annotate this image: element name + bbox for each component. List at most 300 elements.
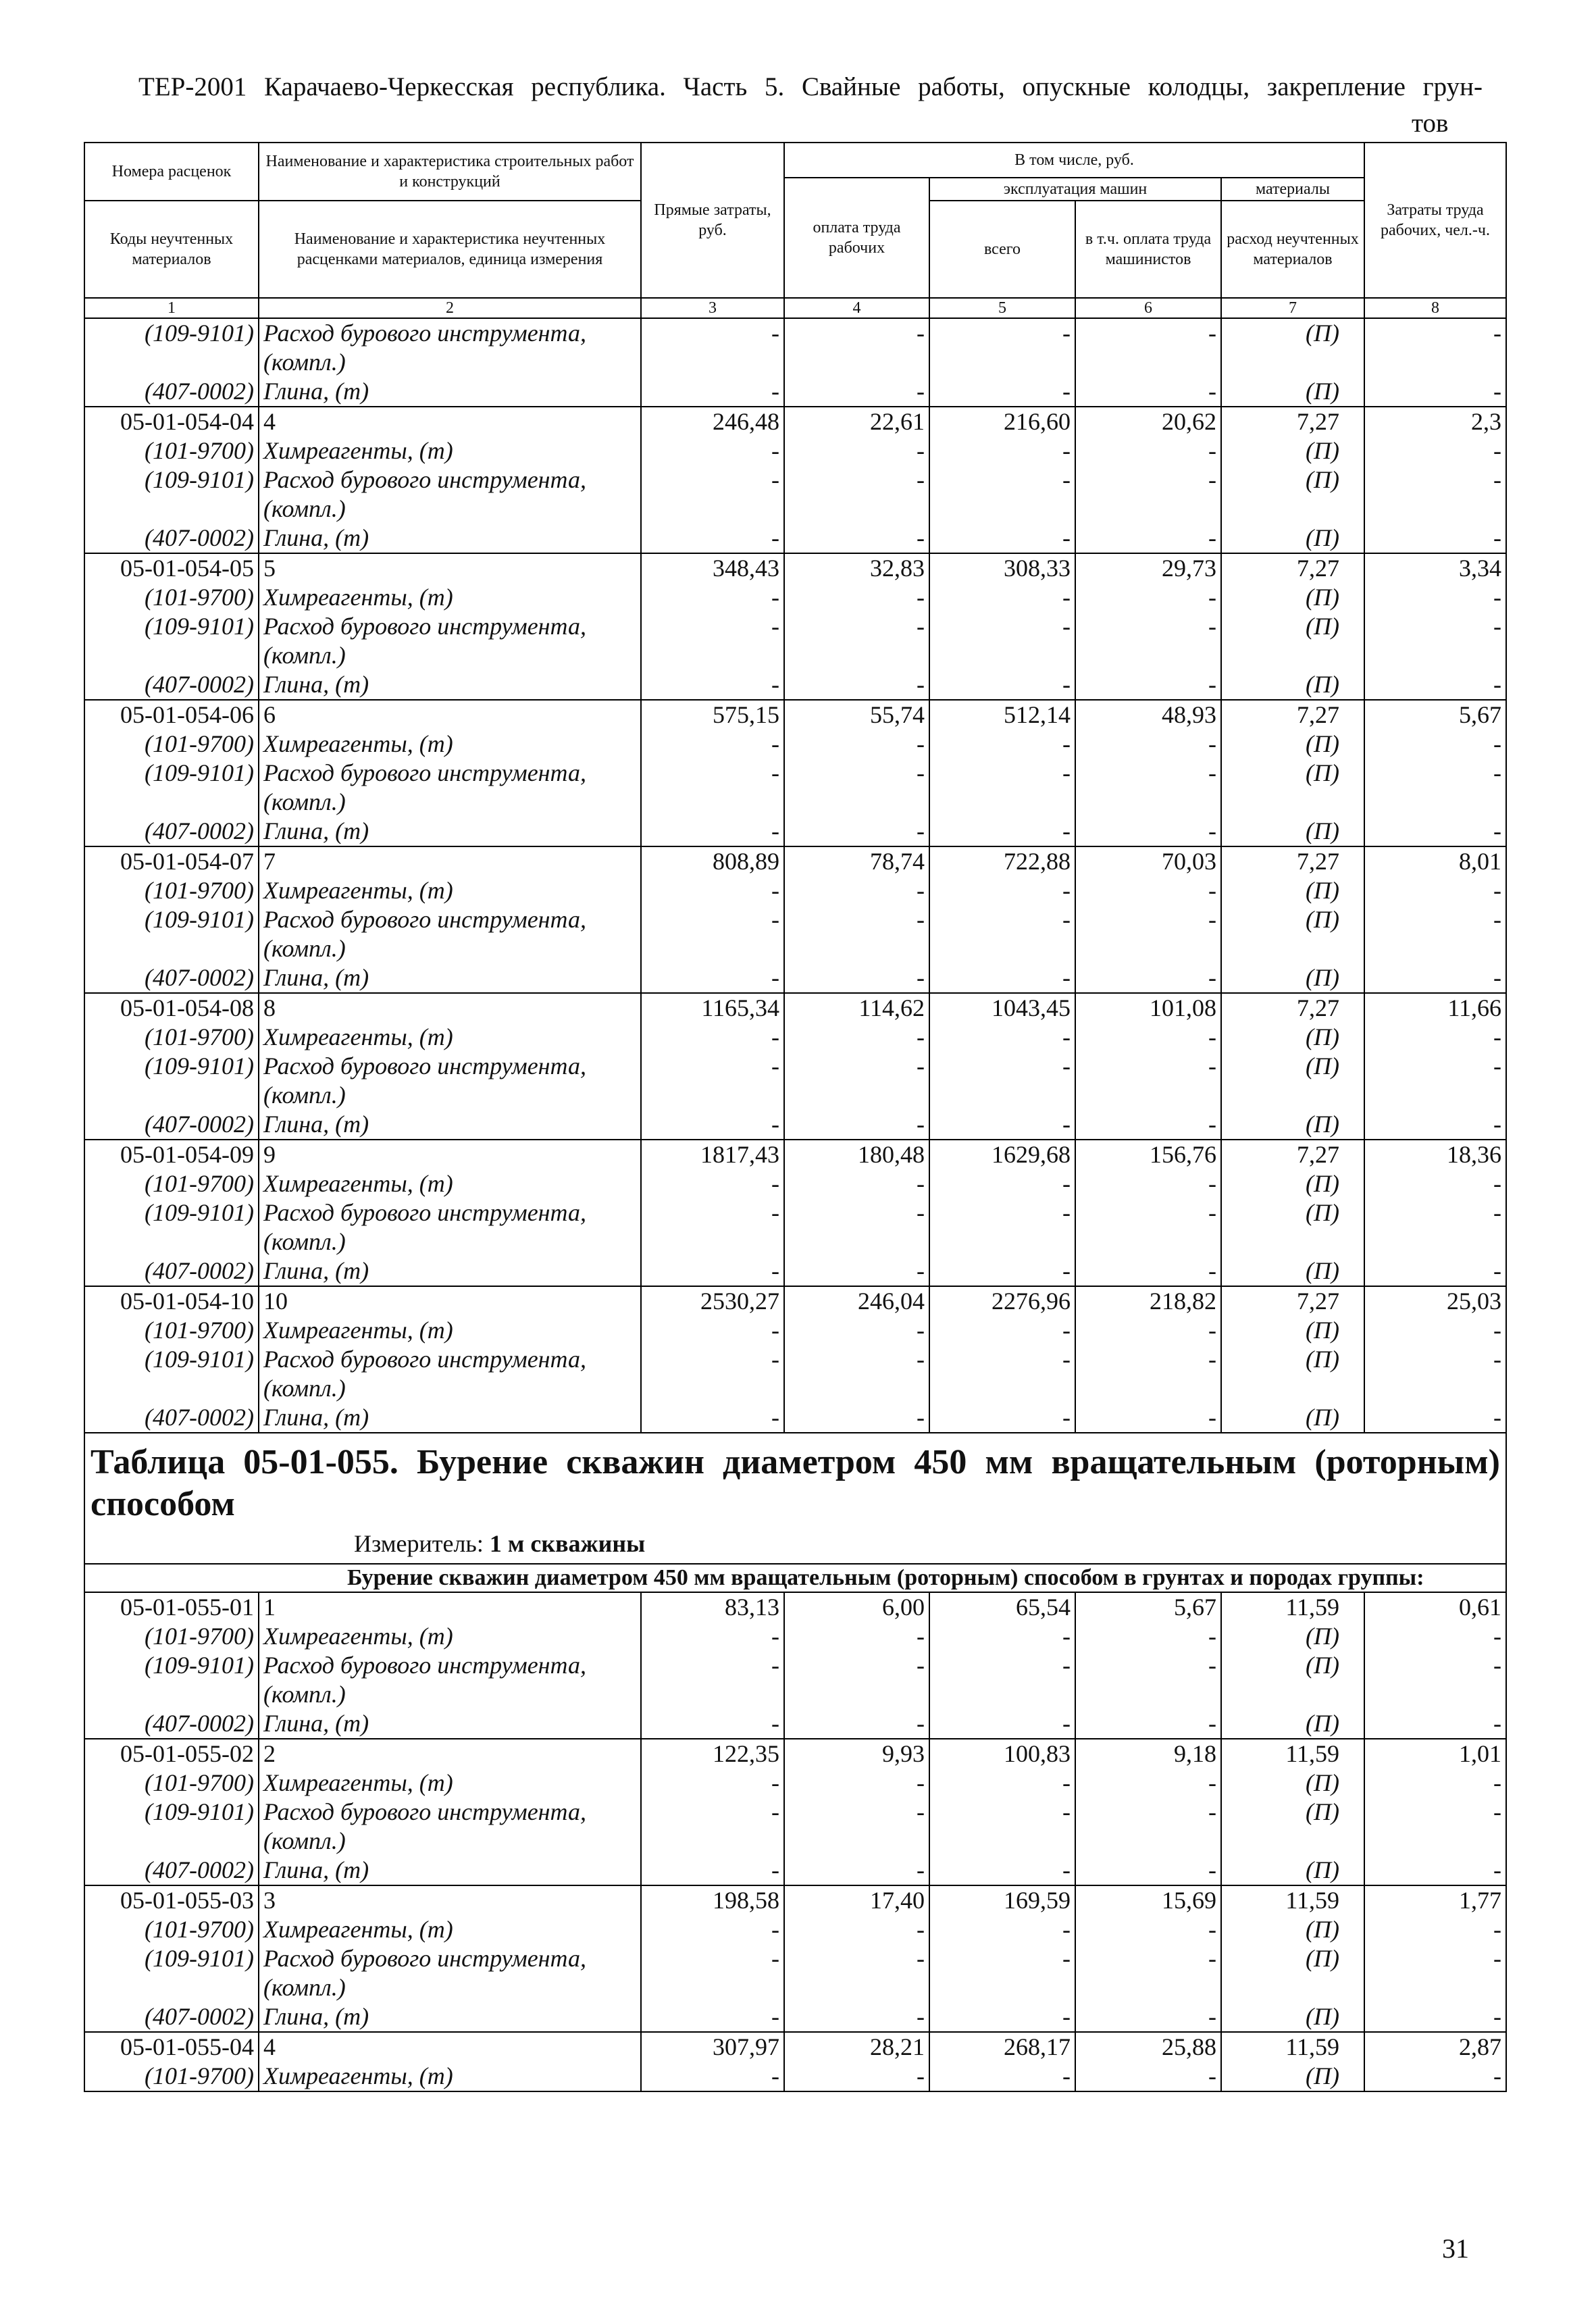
value-cell: - — [929, 612, 1075, 641]
work-name: Расход бурового инструмента, — [259, 465, 641, 494]
value-cell: - — [1075, 524, 1221, 553]
value-cell: (П) — [1221, 905, 1364, 934]
value-cell: - — [784, 377, 929, 407]
value-cell — [1364, 1680, 1506, 1709]
column-number: 5 — [929, 298, 1075, 318]
value-cell: - — [1364, 1798, 1506, 1827]
value-cell: 114,62 — [784, 993, 929, 1023]
value-cell: - — [1364, 2062, 1506, 2091]
value-cell — [641, 1374, 784, 1403]
work-name: Химреагенты, (т) — [259, 583, 641, 612]
work-name: Химреагенты, (т) — [259, 1622, 641, 1651]
value-cell — [1364, 348, 1506, 377]
value-cell: (П) — [1221, 759, 1364, 788]
work-name: 7 — [259, 846, 641, 876]
material-row — [84, 1973, 1506, 2002]
material-row — [84, 1198, 1506, 1227]
rate-code: 05-01-054-08 — [84, 993, 259, 1023]
value-cell: - — [929, 2002, 1075, 2032]
value-cell: (П) — [1221, 1198, 1364, 1227]
value-cell: - — [1075, 1256, 1221, 1286]
rate-code — [84, 1973, 259, 2002]
work-name: Химреагенты, (т) — [259, 2062, 641, 2091]
value-cell: - — [1075, 1110, 1221, 1140]
value-cell: - — [1075, 1651, 1221, 1680]
value-cell: 11,59 — [1221, 2032, 1364, 2062]
work-name: Глина, (т) — [259, 1403, 641, 1433]
material-row — [84, 1023, 1506, 1052]
rate-code: (407-0002) — [84, 963, 259, 993]
value-cell: - — [1075, 1198, 1221, 1227]
work-name: Глина, (т) — [259, 2002, 641, 2032]
value-cell: - — [929, 1256, 1075, 1286]
work-name: (компл.) — [259, 788, 641, 817]
value-cell: 7,27 — [1221, 407, 1364, 436]
value-cell: 1629,68 — [929, 1140, 1075, 1169]
value-cell — [1364, 1827, 1506, 1856]
value-cell: (П) — [1221, 1256, 1364, 1286]
work-name: 2 — [259, 1739, 641, 1769]
value-cell: - — [784, 465, 929, 494]
material-row — [84, 1256, 1506, 1286]
material-row — [84, 1403, 1506, 1433]
work-name: (компл.) — [259, 641, 641, 670]
value-cell: - — [929, 963, 1075, 993]
value-cell: - — [1075, 670, 1221, 700]
value-cell: (П) — [1221, 1110, 1364, 1140]
value-cell: - — [1075, 318, 1221, 348]
value-cell: - — [1075, 1622, 1221, 1651]
material-row — [84, 583, 1506, 612]
value-cell — [1364, 1227, 1506, 1256]
value-cell: 1165,34 — [641, 993, 784, 1023]
work-name: Расход бурового инструмента, — [259, 759, 641, 788]
value-cell: 169,59 — [929, 1885, 1075, 1915]
value-cell: 25,03 — [1364, 1286, 1506, 1316]
work-name: Глина, (т) — [259, 524, 641, 553]
value-cell: - — [929, 1403, 1075, 1433]
value-cell: - — [1075, 583, 1221, 612]
value-cell — [641, 348, 784, 377]
material-row — [84, 2002, 1506, 2032]
column-number: 1 — [84, 298, 259, 318]
material-row — [84, 876, 1506, 905]
value-cell — [784, 934, 929, 963]
value-cell — [929, 1973, 1075, 2002]
rate-code: 05-01-054-05 — [84, 553, 259, 583]
rate-code — [84, 641, 259, 670]
value-cell: - — [1364, 759, 1506, 788]
value-cell: 8,01 — [1364, 846, 1506, 876]
work-name: Глина, (т) — [259, 1256, 641, 1286]
material-row — [84, 612, 1506, 641]
value-cell: 29,73 — [1075, 553, 1221, 583]
value-cell: 7,27 — [1221, 1286, 1364, 1316]
value-cell: - — [784, 963, 929, 993]
value-cell — [1075, 1081, 1221, 1110]
rate-code — [84, 1827, 259, 1856]
value-cell: - — [1075, 1769, 1221, 1798]
value-cell — [1075, 1680, 1221, 1709]
value-cell: - — [1075, 612, 1221, 641]
measurement-unit — [91, 1528, 1500, 1559]
value-cell: - — [641, 436, 784, 465]
value-cell: - — [641, 583, 784, 612]
rate-code — [84, 1374, 259, 1403]
rate-code: (407-0002) — [84, 1856, 259, 1885]
value-cell — [929, 641, 1075, 670]
material-row — [84, 494, 1506, 524]
value-cell: (П) — [1221, 1023, 1364, 1052]
work-name: 6 — [259, 700, 641, 730]
rate-code: (109-9101) — [84, 1798, 259, 1827]
value-cell: 348,43 — [641, 553, 784, 583]
header-materials: материалы — [1221, 178, 1364, 201]
header-work-name: Наименование и характеристика строительных работ и конструкций — [259, 143, 641, 201]
value-cell: 22,61 — [784, 407, 929, 436]
value-cell: - — [1364, 1198, 1506, 1227]
value-cell: 5,67 — [1364, 700, 1506, 730]
material-row — [84, 963, 1506, 993]
value-cell: - — [641, 612, 784, 641]
value-cell: - — [641, 1944, 784, 1973]
material-row — [84, 348, 1506, 377]
rate-row — [84, 1885, 1506, 1915]
value-cell: 11,59 — [1221, 1739, 1364, 1769]
value-cell: - — [641, 963, 784, 993]
rate-code: (101-9700) — [84, 730, 259, 759]
value-cell: 55,74 — [784, 700, 929, 730]
table-title-row — [84, 1433, 1506, 1564]
work-name: 4 — [259, 2032, 641, 2062]
value-cell: - — [1364, 963, 1506, 993]
value-cell: 1817,43 — [641, 1140, 784, 1169]
value-cell: 2,87 — [1364, 2032, 1506, 2062]
value-cell: - — [929, 583, 1075, 612]
value-cell: 100,83 — [929, 1739, 1075, 1769]
value-cell: - — [1364, 905, 1506, 934]
rate-code: (101-9700) — [84, 1915, 259, 1944]
value-cell: 15,69 — [1075, 1885, 1221, 1915]
value-cell — [1364, 934, 1506, 963]
column-numbers-row — [84, 298, 1506, 318]
material-row — [84, 1709, 1506, 1739]
value-cell: 246,48 — [641, 407, 784, 436]
work-name: Расход бурового инструмента, — [259, 905, 641, 934]
value-cell: - — [1075, 1944, 1221, 1973]
work-name: (компл.) — [259, 1374, 641, 1403]
rate-code: (407-0002) — [84, 1403, 259, 1433]
value-cell: 2,3 — [1364, 407, 1506, 436]
rate-code: (407-0002) — [84, 2002, 259, 2032]
table-subtitle-row — [84, 1564, 1506, 1592]
value-cell: - — [784, 1769, 929, 1798]
value-cell: 32,83 — [784, 553, 929, 583]
rate-code: (109-9101) — [84, 1198, 259, 1227]
value-cell: - — [1075, 2002, 1221, 2032]
page-number: 31 — [1442, 2233, 1469, 2264]
value-cell: - — [1075, 876, 1221, 905]
value-cell — [784, 788, 929, 817]
value-cell — [784, 1827, 929, 1856]
work-name: (компл.) — [259, 1081, 641, 1110]
work-name: Расход бурового инструмента, — [259, 1052, 641, 1081]
value-cell: - — [1364, 1709, 1506, 1739]
rate-code: (101-9700) — [84, 2062, 259, 2091]
material-row — [84, 1651, 1506, 1680]
value-cell: 1,01 — [1364, 1739, 1506, 1769]
work-name: 9 — [259, 1140, 641, 1169]
material-row — [84, 1944, 1506, 1973]
header-operators-pay: в т.ч. оплата труда машинистов — [1075, 201, 1221, 298]
rate-code: (101-9700) — [84, 876, 259, 905]
value-cell: - — [641, 1198, 784, 1227]
rate-code: 05-01-055-02 — [84, 1739, 259, 1769]
rate-code: (109-9101) — [84, 759, 259, 788]
rate-row — [84, 700, 1506, 730]
column-number: 3 — [641, 298, 784, 318]
value-cell: 101,08 — [1075, 993, 1221, 1023]
material-row — [84, 436, 1506, 465]
value-cell: - — [929, 1023, 1075, 1052]
value-cell: - — [784, 1198, 929, 1227]
header-row-1 — [84, 143, 1506, 178]
value-cell: (П) — [1221, 1403, 1364, 1433]
value-cell: - — [1075, 465, 1221, 494]
material-row — [84, 1169, 1506, 1198]
material-row — [84, 1374, 1506, 1403]
value-cell: - — [1364, 465, 1506, 494]
value-cell: - — [1364, 1052, 1506, 1081]
value-cell — [641, 494, 784, 524]
value-cell: - — [784, 1110, 929, 1140]
value-cell: (П) — [1221, 1798, 1364, 1827]
rate-code: (109-9101) — [84, 1052, 259, 1081]
header-rate-numbers: Номера расценок — [84, 143, 259, 201]
value-cell: - — [784, 2002, 929, 2032]
value-cell: - — [929, 1856, 1075, 1885]
material-row — [84, 1798, 1506, 1827]
value-cell — [784, 1227, 929, 1256]
value-cell: 198,58 — [641, 1885, 784, 1915]
work-name: Химреагенты, (т) — [259, 876, 641, 905]
material-row — [84, 1316, 1506, 1345]
value-cell: (П) — [1221, 1651, 1364, 1680]
value-cell: - — [1364, 1110, 1506, 1140]
value-cell: 1043,45 — [929, 993, 1075, 1023]
value-cell — [1075, 934, 1221, 963]
meter-value: 1 м скважины — [489, 1530, 646, 1557]
work-name: Глина, (т) — [259, 963, 641, 993]
rate-code: (101-9700) — [84, 1023, 259, 1052]
work-name: (компл.) — [259, 1827, 641, 1856]
rate-code: 05-01-054-09 — [84, 1140, 259, 1169]
value-cell: 180,48 — [784, 1140, 929, 1169]
material-row — [84, 1680, 1506, 1709]
value-cell: - — [784, 1856, 929, 1885]
work-name: (компл.) — [259, 1227, 641, 1256]
value-cell: - — [1364, 1769, 1506, 1798]
rate-row — [84, 993, 1506, 1023]
header-material-consumption: расход неучтенных материалов — [1221, 201, 1364, 298]
rate-code: (101-9700) — [84, 1769, 259, 1798]
value-cell: - — [641, 1769, 784, 1798]
value-cell: - — [1364, 1256, 1506, 1286]
value-cell — [641, 641, 784, 670]
value-cell: - — [641, 1915, 784, 1944]
value-cell: (П) — [1221, 1856, 1364, 1885]
value-cell: - — [784, 817, 929, 846]
rate-code: (109-9101) — [84, 1345, 259, 1374]
material-row — [84, 377, 1506, 407]
value-cell: - — [929, 1709, 1075, 1739]
value-cell: - — [641, 759, 784, 788]
value-cell — [1221, 788, 1364, 817]
value-cell: - — [784, 730, 929, 759]
value-cell: 5,67 — [1075, 1592, 1221, 1622]
value-cell: - — [929, 817, 1075, 846]
rate-code: 05-01-055-03 — [84, 1885, 259, 1915]
value-cell: - — [929, 1110, 1075, 1140]
value-cell — [1364, 641, 1506, 670]
value-cell: - — [784, 1023, 929, 1052]
value-cell: 7,27 — [1221, 846, 1364, 876]
value-cell — [1075, 1374, 1221, 1403]
value-cell: 2276,96 — [929, 1286, 1075, 1316]
work-name: Химреагенты, (т) — [259, 1169, 641, 1198]
value-cell: - — [1364, 670, 1506, 700]
value-cell: - — [641, 1651, 784, 1680]
header-worker-pay: оплата труда рабочих — [784, 178, 929, 298]
value-cell: 0,61 — [1364, 1592, 1506, 1622]
value-cell — [784, 1374, 929, 1403]
material-row — [84, 1052, 1506, 1081]
value-cell: - — [641, 2002, 784, 2032]
value-cell: 6,00 — [784, 1592, 929, 1622]
value-cell — [784, 348, 929, 377]
value-cell — [929, 788, 1075, 817]
value-cell: - — [1075, 1052, 1221, 1081]
column-number: 8 — [1364, 298, 1506, 318]
value-cell: 11,59 — [1221, 1885, 1364, 1915]
value-cell: - — [641, 1169, 784, 1198]
value-cell — [784, 1081, 929, 1110]
value-cell: (П) — [1221, 1316, 1364, 1345]
value-cell — [1221, 1827, 1364, 1856]
value-cell: (П) — [1221, 436, 1364, 465]
value-cell: - — [1364, 1316, 1506, 1345]
value-cell — [1075, 1973, 1221, 2002]
value-cell: 1,77 — [1364, 1885, 1506, 1915]
material-row — [84, 1345, 1506, 1374]
material-row — [84, 1769, 1506, 1798]
value-cell: - — [1364, 524, 1506, 553]
value-cell: 122,35 — [641, 1739, 784, 1769]
value-cell: - — [929, 377, 1075, 407]
value-cell: - — [784, 318, 929, 348]
value-cell: - — [641, 876, 784, 905]
value-cell: - — [784, 1622, 929, 1651]
rate-code: (101-9700) — [84, 1316, 259, 1345]
material-row — [84, 730, 1506, 759]
value-cell: - — [784, 583, 929, 612]
value-cell — [1221, 641, 1364, 670]
material-row — [84, 934, 1506, 963]
value-cell: - — [1364, 583, 1506, 612]
work-name: Химреагенты, (т) — [259, 1915, 641, 1944]
material-row — [84, 788, 1506, 817]
value-cell: - — [929, 2062, 1075, 2091]
rate-code: (407-0002) — [84, 377, 259, 407]
rate-code: (407-0002) — [84, 524, 259, 553]
rate-row — [84, 1739, 1506, 1769]
value-cell: - — [1364, 817, 1506, 846]
work-name: (компл.) — [259, 934, 641, 963]
value-cell: 9,93 — [784, 1739, 929, 1769]
value-cell: - — [1075, 905, 1221, 934]
value-cell: 246,04 — [784, 1286, 929, 1316]
work-name: Глина, (т) — [259, 377, 641, 407]
value-cell — [641, 1827, 784, 1856]
value-cell: 17,40 — [784, 1885, 929, 1915]
material-row — [84, 1622, 1506, 1651]
value-cell — [1075, 1827, 1221, 1856]
value-cell: - — [641, 1709, 784, 1739]
material-row — [84, 1110, 1506, 1140]
work-name: (компл.) — [259, 1973, 641, 2002]
value-cell: (П) — [1221, 377, 1364, 407]
value-cell — [1075, 494, 1221, 524]
value-cell: - — [641, 1403, 784, 1433]
value-cell: - — [641, 318, 784, 348]
value-cell: 218,82 — [1075, 1286, 1221, 1316]
value-cell — [929, 1081, 1075, 1110]
value-cell: - — [1075, 1316, 1221, 1345]
value-cell: 7,27 — [1221, 1140, 1364, 1169]
value-cell: 70,03 — [1075, 846, 1221, 876]
value-cell: - — [1364, 1345, 1506, 1374]
value-cell: - — [1364, 1944, 1506, 1973]
work-name: Расход бурового инструмента, — [259, 612, 641, 641]
meter-label: Измеритель: — [354, 1530, 490, 1557]
value-cell: - — [1364, 1403, 1506, 1433]
value-cell: - — [784, 905, 929, 934]
rate-code: 05-01-055-04 — [84, 2032, 259, 2062]
value-cell — [1221, 348, 1364, 377]
value-cell — [784, 1680, 929, 1709]
value-cell: - — [784, 1316, 929, 1345]
value-cell — [1364, 1374, 1506, 1403]
value-cell — [641, 788, 784, 817]
value-cell: - — [784, 1709, 929, 1739]
value-cell: - — [784, 1944, 929, 1973]
value-cell: (П) — [1221, 612, 1364, 641]
value-cell: - — [641, 1052, 784, 1081]
value-cell: - — [784, 2062, 929, 2091]
value-cell: 9,18 — [1075, 1739, 1221, 1769]
rate-code: (109-9101) — [84, 905, 259, 934]
value-cell: - — [1075, 1709, 1221, 1739]
value-cell: - — [929, 759, 1075, 788]
header-machines: эксплуатация машин — [929, 178, 1221, 201]
value-cell — [929, 934, 1075, 963]
value-cell: (П) — [1221, 583, 1364, 612]
value-cell: - — [1075, 1856, 1221, 1885]
work-name: (компл.) — [259, 1680, 641, 1709]
value-cell: 78,74 — [784, 846, 929, 876]
rate-code: (109-9101) — [84, 1944, 259, 1973]
value-cell: 575,15 — [641, 700, 784, 730]
